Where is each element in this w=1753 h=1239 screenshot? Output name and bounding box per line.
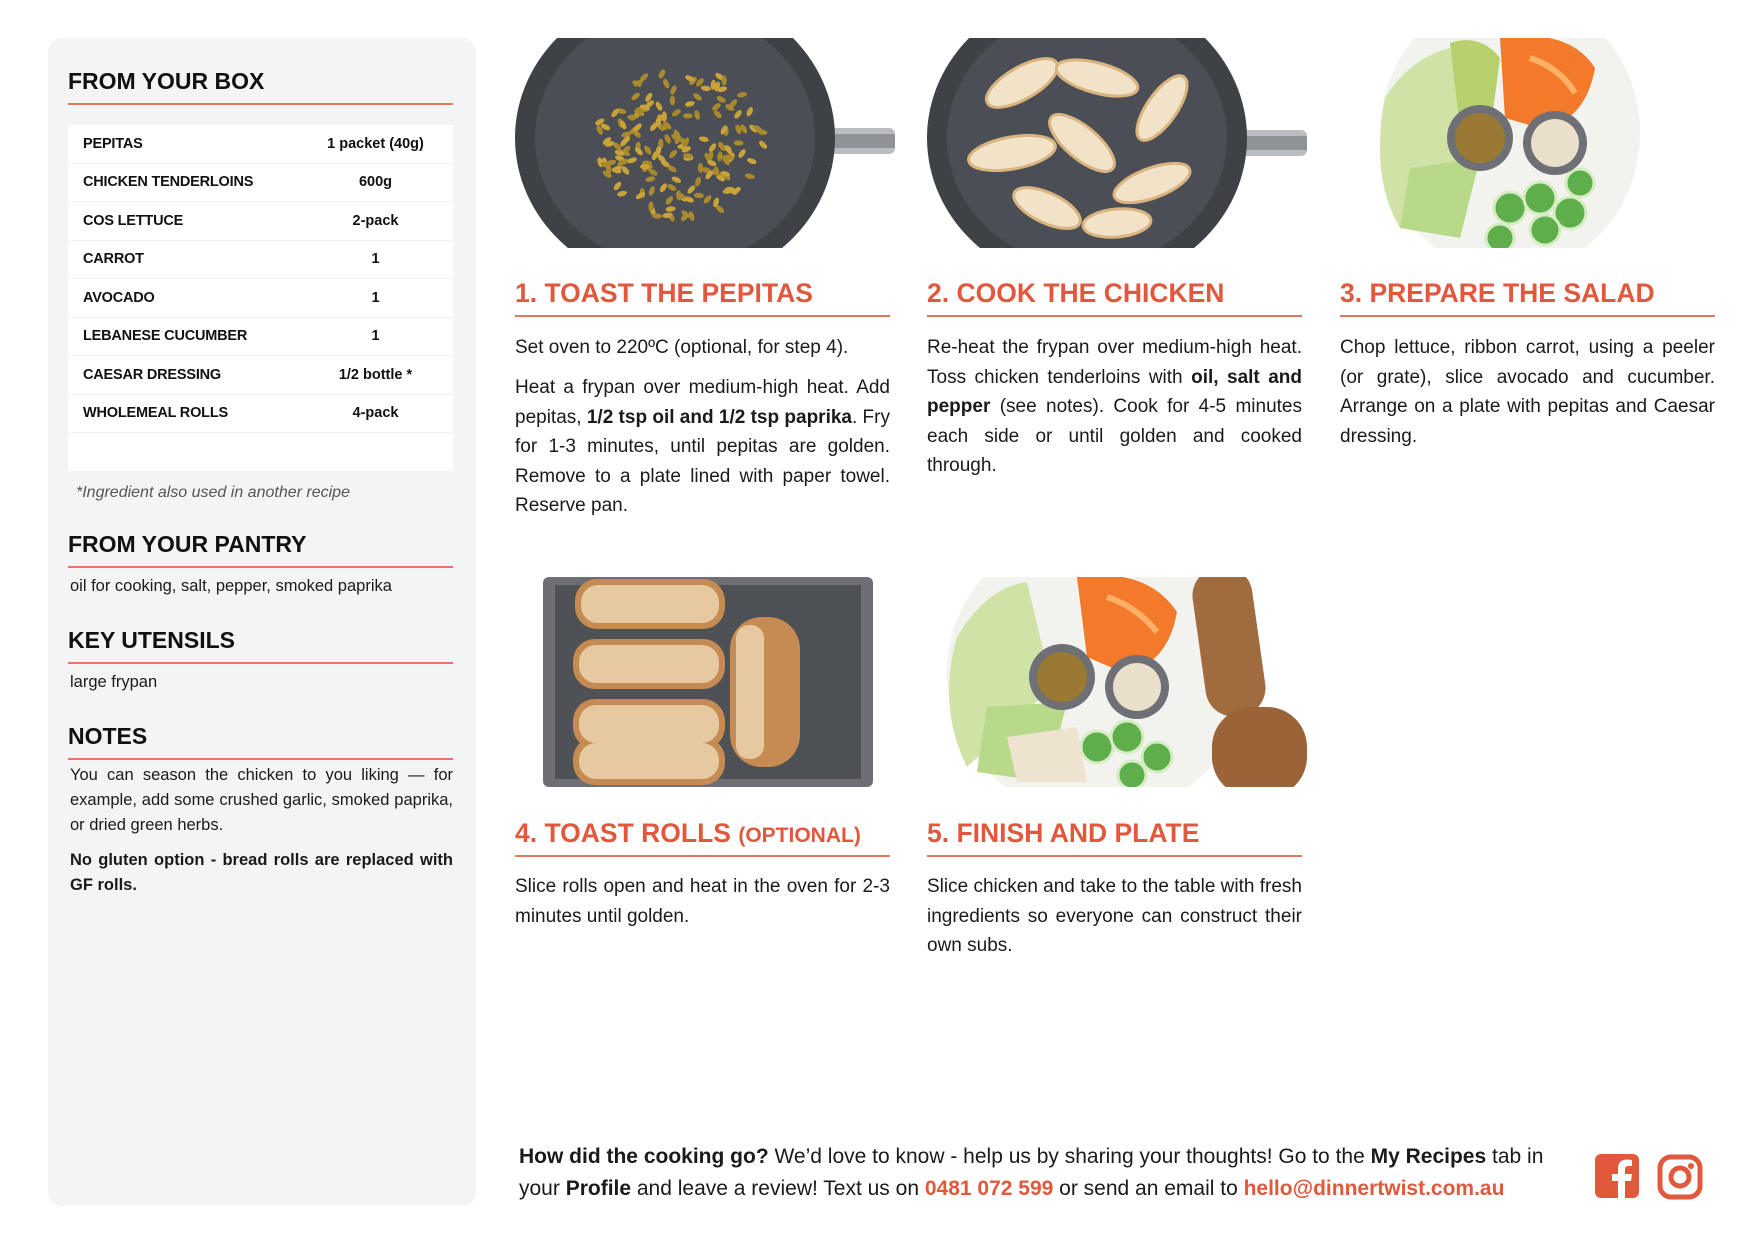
ingredient-row	[68, 240, 453, 279]
from-your-box-heading: FROM YOUR BOX	[68, 68, 453, 105]
step-3-text: Chop lettuce, ribbon carrot, using a peeler (or grate), slice avocado and cucumber. Arrange on a plate with pepitas and Caesar dressing.	[1340, 337, 1715, 447]
notes-text: You can season the chicken to you liking — for example, add some crushed garlic, smoked paprika, or dried green herbs.	[70, 766, 453, 834]
step-1-title: 1. TOAST THE PEPITAS	[515, 278, 890, 317]
profile-link[interactable]: Profile	[565, 1176, 632, 1200]
ingredient-footnote: *Ingredient also used in another recipe	[76, 484, 350, 501]
pantry-text: oil for cooking, salt, pepper, smoked paprika	[70, 577, 392, 595]
ingredient-qty: 1 packet (40g)	[313, 125, 453, 163]
step-5-photo	[927, 577, 1307, 787]
step-5-title: 5. FINISH AND PLATE	[927, 818, 1302, 857]
ingredient-row	[68, 317, 453, 356]
ingredient-name: CHICKEN TENDERLOINS	[68, 163, 313, 202]
feedback-footer: How did the cooking go? We’d love to know - help us by sharing your thoughts! Go to the My Recipes tab in your Profile and leave a review! Text us on 0481 072 599 or send an email to hello@dinnertwist.com.au	[519, 1145, 1544, 1200]
ingredient-row	[68, 394, 453, 433]
ingredient-qty: 600g	[313, 163, 453, 202]
ingredient-name: WHOLEMEAL ROLLS	[68, 394, 313, 433]
step-1-photo	[515, 38, 895, 248]
notes-gluten-option: No gluten option - bread rolls are replaced with GF rolls.	[70, 851, 453, 894]
step-2-title: 2. COOK THE CHICKEN	[927, 278, 1302, 317]
ingredient-row	[68, 163, 453, 202]
facebook-icon[interactable]	[1595, 1154, 1639, 1203]
pepita-seed	[683, 113, 693, 118]
pepita-seed	[722, 75, 727, 85]
ingredient-name: LEBANESE CUCUMBER	[68, 317, 313, 356]
step-4-text: Slice rolls open and heat in the oven for 2-3 minutes until golden.	[515, 876, 890, 927]
step-4-photo	[515, 577, 895, 787]
ingredients-table	[68, 125, 453, 471]
ingredient-row	[68, 125, 453, 163]
ingredient-name: COS LETTUCE	[68, 202, 313, 241]
ingredient-row	[68, 202, 453, 241]
ingredient-name: AVOCADO	[68, 279, 313, 318]
ingredient-qty: 4-pack	[313, 394, 453, 433]
step-1-text-2: Heat a frypan over medium-high heat. Add pepitas, 1/2 tsp oil and 1/2 tsp paprika. Fry for 1-3 minutes, until pepitas are golden. Remove to a plate lined with paper towel. Reserve pan.	[515, 377, 890, 516]
ingredient-name: CARROT	[68, 240, 313, 279]
ingredient-qty: 1	[313, 317, 453, 356]
from-your-pantry-heading: FROM YOUR PANTRY	[68, 531, 453, 568]
ingredient-name: CAESAR DRESSING	[68, 356, 313, 395]
ingredient-qty: 1/2 bottle *	[313, 356, 453, 395]
instagram-icon[interactable]	[1657, 1154, 1703, 1205]
sidebar-panel	[48, 38, 476, 1206]
step-5-text: Slice chicken and take to the table with fresh ingredients so everyone can construct their own subs.	[927, 876, 1302, 956]
step-3-title: 3. PREPARE THE SALAD	[1340, 278, 1715, 317]
utensils-text: large frypan	[70, 673, 158, 691]
phone-link[interactable]: 0481 072 599	[924, 1176, 1054, 1200]
ingredient-qty: 2-pack	[313, 202, 453, 241]
key-utensils-heading: KEY UTENSILS	[68, 627, 453, 664]
ingredient-row	[68, 356, 453, 395]
empty-cell	[68, 433, 453, 472]
step-2-photo	[927, 38, 1307, 248]
step-4-title: 4. TOAST ROLLS (OPTIONAL)	[515, 818, 890, 857]
email-link[interactable]: hello@dinnertwist.com.au	[1243, 1176, 1505, 1200]
ingredient-qty: 1	[313, 240, 453, 279]
step-1-text-1: Set oven to 220ºC (optional, for step 4).	[515, 337, 849, 358]
notes-heading: NOTES	[68, 723, 453, 760]
ingredient-name: PEPITAS	[68, 125, 313, 163]
step-2-text: Re-heat the frypan over medium-high heat. Toss chicken tenderloins with oil, salt and pepper (see notes). Cook for 4-5 minutes each side or until golden and cooked through.	[927, 337, 1302, 476]
my-recipes-link[interactable]: My Recipes	[1370, 1145, 1487, 1168]
ingredient-qty: 1	[313, 279, 453, 318]
step-4-optional-label: (OPTIONAL)	[738, 824, 861, 847]
step-3-photo	[1340, 38, 1720, 248]
ingredient-row	[68, 279, 453, 318]
ingredient-row-empty	[68, 433, 453, 472]
